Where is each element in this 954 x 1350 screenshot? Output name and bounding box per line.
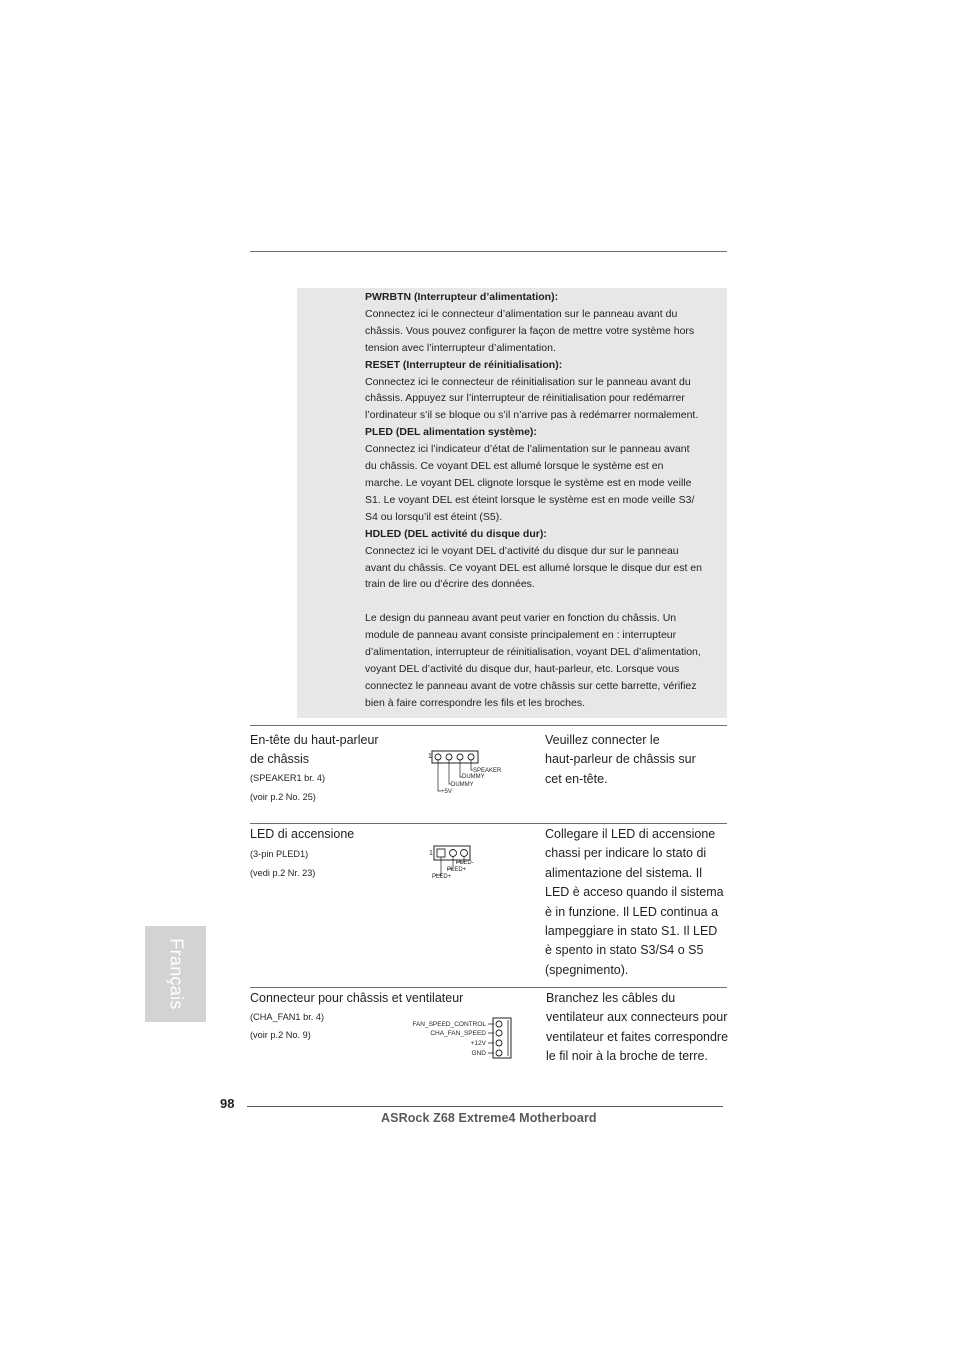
fan-desc-line: ventilateur aux connecteurs pour bbox=[546, 1010, 728, 1025]
design-line: connectez le panneau avant de votre châssis sur cette barrette, vérifiez bbox=[365, 679, 697, 692]
front-panel-info-text bbox=[365, 289, 727, 712]
speaker-header-diagram bbox=[425, 746, 515, 798]
pin-icon bbox=[457, 754, 463, 760]
speaker-title bbox=[250, 731, 430, 770]
fan-section-rule bbox=[250, 987, 727, 988]
fan-desc-line: Branchez les câbles du bbox=[546, 991, 676, 1005]
pin-label: +12V bbox=[470, 1040, 486, 1047]
pin-label: SPEAKER bbox=[473, 768, 502, 774]
header-outline bbox=[434, 846, 470, 860]
design-line: voyant DEL d’activité du disque dur, haut-parleur, etc. Lorsque vous bbox=[365, 662, 680, 675]
pled-line: S4 ou lorsqu’il est éteint (S5). bbox=[365, 510, 503, 523]
design-line: bien à faire correspondre les fils et les broches. bbox=[365, 696, 586, 709]
led-desc-line: LED è acceso quando il sistema bbox=[545, 885, 724, 900]
language-tab-label: Français bbox=[166, 938, 186, 1010]
led-desc-line: alimentazione del sistema. Il bbox=[545, 865, 703, 880]
speaker-desc-line: Veuillez connecter le bbox=[545, 733, 660, 747]
pin1-label: 1 bbox=[428, 753, 432, 760]
pin-icon bbox=[496, 1050, 502, 1056]
led-desc-line: è in funzione. Il LED continua a bbox=[545, 904, 719, 919]
pin1-label: 1 bbox=[429, 850, 433, 857]
pin-icon bbox=[446, 754, 452, 760]
led-desc-line: lampeggiare in stato S1. Il LED bbox=[545, 924, 718, 939]
speaker-description bbox=[545, 731, 730, 789]
pin-icon bbox=[496, 1021, 502, 1027]
pin-icon bbox=[496, 1040, 502, 1046]
fan-description bbox=[546, 989, 741, 1067]
led-code: (3-pin PLED1) bbox=[250, 849, 309, 859]
pin-icon bbox=[468, 754, 474, 760]
speaker-desc-line: haut-parleur de châssis sur bbox=[545, 752, 696, 767]
pwrbtn-line: châssis. Vous pouvez configurer la façon de mettre votre système hors bbox=[365, 324, 695, 337]
language-side-tab bbox=[145, 926, 206, 1022]
paragraph-gap bbox=[365, 593, 727, 610]
pin-icon bbox=[450, 850, 457, 857]
led-section-rule bbox=[250, 823, 727, 824]
reset-line: châssis. Appuyez sur l’interrupteur de réinitialisation pour redémarrer bbox=[365, 392, 685, 405]
pin-label: PLED+ bbox=[447, 867, 467, 873]
speaker-code: (SPEAKER1 br. 4) bbox=[250, 773, 326, 783]
led-desc-line: (spegnimento). bbox=[545, 962, 629, 977]
fan-header-diagram bbox=[395, 1014, 520, 1062]
reset-line: l’ordinateur s’il se bloque ou s’il n’arrive pas à redémarrer normalement. bbox=[365, 409, 699, 422]
speaker-title-line: En-tête du haut-parleur bbox=[250, 733, 379, 747]
pin-icon bbox=[461, 850, 468, 857]
pin-label: PLED- bbox=[456, 860, 474, 866]
footer-title: ASRock Z68 Extreme4 Motherboard bbox=[381, 1111, 597, 1125]
led-header-diagram bbox=[425, 842, 495, 882]
fan-desc-line: le fil noir à la broche de terre. bbox=[546, 1049, 708, 1064]
hdled-heading: HDLED (DEL activité du disque dur): bbox=[365, 527, 547, 540]
top-rule bbox=[250, 251, 727, 252]
pled-line: S1. Le voyant DEL est éteint lorsque le système est en mode veille S3/ bbox=[365, 493, 695, 506]
speaker-title-line: de châssis bbox=[250, 752, 310, 767]
pwrbtn-heading: PWRBTN (Interrupteur d’alimentation): bbox=[365, 291, 559, 303]
pin-label: +5V bbox=[441, 789, 452, 795]
pwrbtn-line: Connectez ici le connecteur d’alimentation sur le panneau avant du bbox=[365, 307, 678, 320]
pled-line: du châssis. Ce voyant DEL est allumé lorsque le système est en bbox=[365, 460, 664, 473]
hdled-line: Connectez ici le voyant DEL d’activité du disque dur sur le panneau bbox=[365, 544, 679, 557]
hdled-line: train de lire ou d’écrire des données. bbox=[365, 578, 535, 591]
design-line: module de panneau avant consiste principalement en : interrupteur bbox=[365, 629, 677, 642]
pin-label: FAN_SPEED_CONTROL bbox=[412, 1021, 486, 1028]
pled-heading: PLED (DEL alimentation système): bbox=[365, 426, 537, 439]
led-desc-line: chassi per indicare lo stato di bbox=[545, 846, 707, 861]
pin-icon bbox=[437, 849, 445, 857]
pled-line: Connectez ici l’indicateur d’état de l’alimentation sur le panneau avant bbox=[365, 443, 690, 456]
fan-code: (CHA_FAN1 br. 4) bbox=[250, 1012, 325, 1022]
pin-icon bbox=[435, 754, 441, 760]
hdled-line: avant du châssis. Ce voyant DEL est allumé lorsque le disque dur est en bbox=[365, 561, 702, 574]
pin-label: PLED+ bbox=[432, 874, 452, 880]
pin-label: GND bbox=[471, 1050, 486, 1057]
led-desc-line: Collegare il LED di accensione bbox=[545, 827, 716, 841]
led-description bbox=[545, 825, 735, 980]
pled-line: marche. Le voyant DEL clignote lorsque le système est en mode veille bbox=[365, 476, 692, 489]
design-line: Le design du panneau avant peut varier en fonction du châssis. Un bbox=[365, 612, 677, 625]
led-title: LED di accensione bbox=[250, 827, 355, 841]
page-number: 98 bbox=[220, 1096, 235, 1111]
speaker-ref: (voir p.2 No. 25) bbox=[250, 792, 316, 802]
reset-heading: RESET (Interrupteur de réinitialisation): bbox=[365, 358, 563, 371]
speaker-section-rule bbox=[250, 725, 727, 726]
led-desc-line: è spento in stato S3/S4 o S5 bbox=[545, 943, 704, 958]
footer-rule bbox=[247, 1106, 723, 1107]
fan-desc-line: ventilateur et faites correspondre bbox=[546, 1029, 729, 1044]
fan-title: Connecteur pour châssis et ventilateur bbox=[250, 991, 464, 1005]
pwrbtn-line: tension avec l’interrupteur d’alimentation. bbox=[365, 341, 556, 354]
design-line: d’alimentation, interrupteur de réinitialisation, voyant DEL d’alimentation, bbox=[365, 646, 701, 659]
pin-icon bbox=[496, 1030, 502, 1036]
led-ref: (vedi p.2 Nr. 23) bbox=[250, 868, 316, 878]
fan-ref: (voir p.2 No. 9) bbox=[250, 1030, 311, 1040]
pin-label: DUMMY bbox=[462, 774, 485, 780]
reset-line: Connectez ici le connecteur de réinitialisation sur le panneau avant du bbox=[365, 375, 691, 388]
pin-label: CHA_FAN_SPEED bbox=[430, 1030, 486, 1037]
pin-label: DUMMY bbox=[451, 782, 474, 788]
speaker-desc-line: cet en-tête. bbox=[545, 771, 608, 786]
